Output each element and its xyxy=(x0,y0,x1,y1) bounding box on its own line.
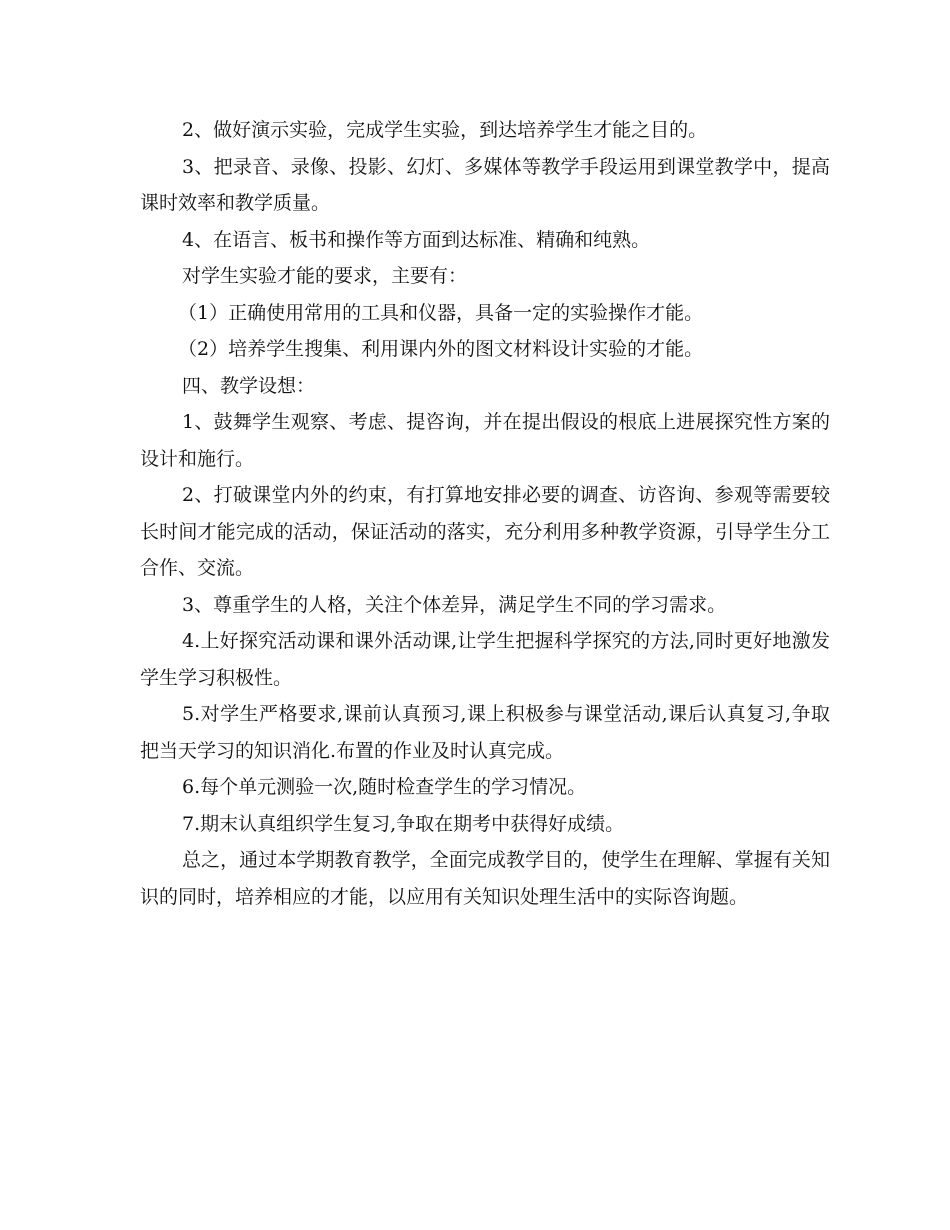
paragraph-idea-7: 7.期末认真组织学生复习,争取在期考中获得好成绩。 xyxy=(182,812,625,835)
paragraph-language-standards: 4、在语言、板书和操作等方面到达标准、精确和纯熟。 xyxy=(182,228,651,251)
paragraph-idea-4: 4.上好探究活动课和课外活动课,让学生把握科学探究的方法,同时更好地激发学生学习积极性。 xyxy=(140,630,830,689)
paragraph-requirement-1: （1）正确使用常用的工具和仪器，具备一定的实验操作才能。 xyxy=(178,301,704,324)
paragraph-demo-experiments: 2、做好演示实验，完成学生实验，到达培养学生才能之目的。 xyxy=(182,119,708,141)
paragraph-multimedia-teaching: 3、把录音、录像、投影、幻灯、多媒体等教学手段运用到课堂教学中，提高课时效率和教学质量。 xyxy=(140,155,830,214)
paragraph-idea-1: 1、鼓舞学生观察、考虑、提咨询，并在提出假设的根底上进展探究性方案的设计和施行。 xyxy=(140,411,830,470)
section-heading-teaching-ideas: 四、教学设想： xyxy=(182,374,316,397)
document-body xyxy=(140,112,830,915)
paragraph-conclusion: 总之，通过本学期教育教学，全面完成教学目的，使学生在理解、掌握有关知识的同时，培养相应的才能，以应用有关知识处理生活中的实际咨询题。 xyxy=(140,849,830,908)
paragraph-idea-3: 3、尊重学生的人格，关注个体差异，满足学生不同的学习需求。 xyxy=(182,593,727,616)
paragraph-idea-6: 6.每个单元测验一次,随时检查学生的学习情况。 xyxy=(182,776,587,798)
paragraph-idea-5: 5.对学生严格要求,课前认真预习,课上积极参与课堂活动,课后认真复习,争取把当天学习的知识消化.布置的作业及时认真完成。 xyxy=(140,703,830,762)
paragraph-experiment-requirements-intro: 对学生实验才能的要求，主要有： xyxy=(182,265,468,287)
paragraph-idea-2: 2、打破课堂内外的约束，有打算地安排必要的调查、访咨询、参观等需要较长时间才能完成的活动，保证活动的落实，充分利用多种教学资源，引导学生分工合作、交流。 xyxy=(140,484,830,579)
paragraph-requirement-2: （2）培养学生搜集、利用课内外的图文材料设计实验的才能。 xyxy=(178,338,704,360)
